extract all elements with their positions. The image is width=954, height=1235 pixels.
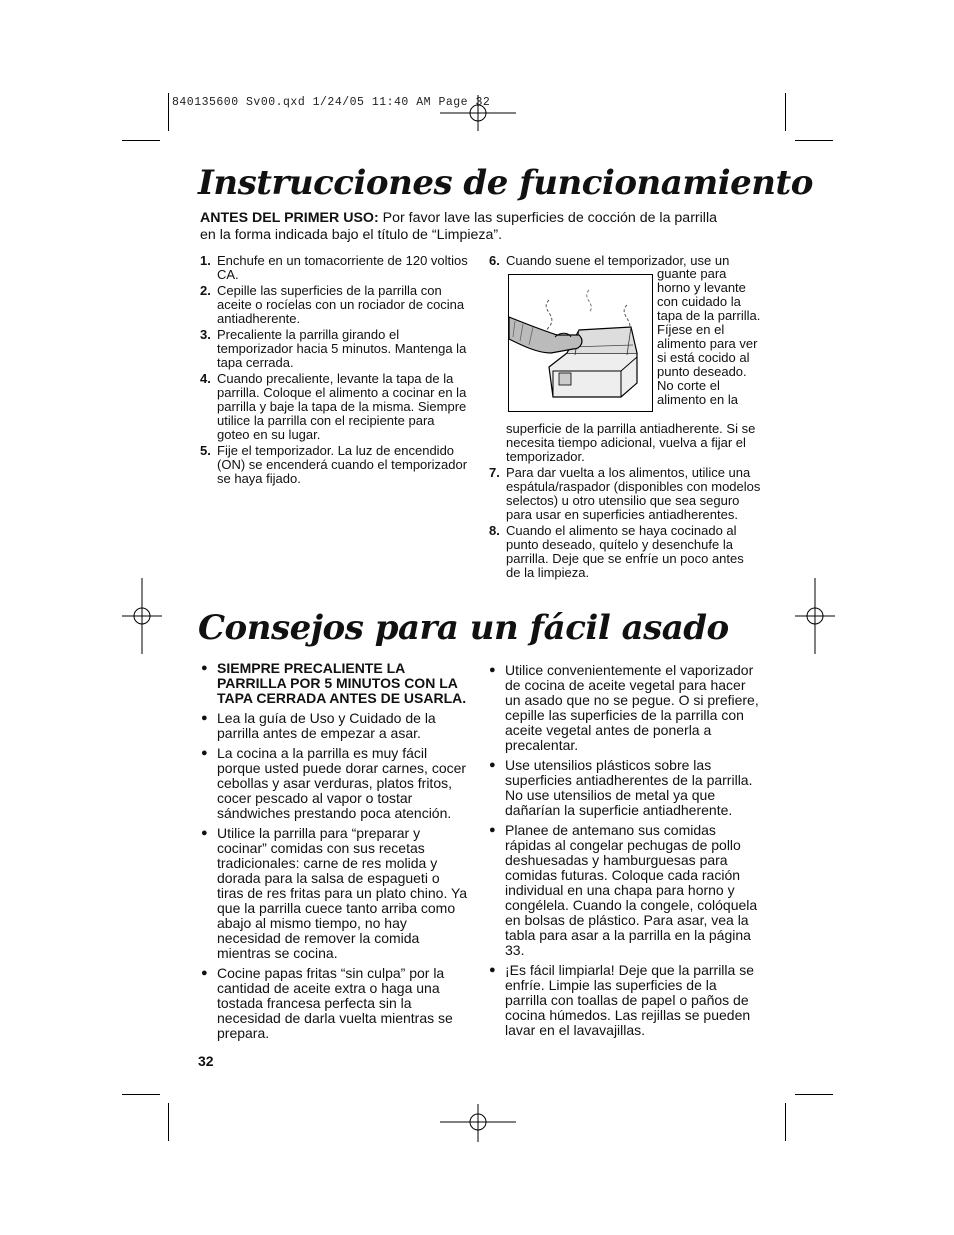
tip-item: [199, 661, 469, 706]
intro-label: ANTES DEL PRIMER USO:: [200, 210, 379, 226]
bullet-icon: ●: [201, 967, 208, 979]
intro-paragraph: [200, 210, 765, 244]
step-number: 1.: [200, 253, 211, 268]
step-number: 3.: [200, 327, 211, 342]
grill-illustration: [508, 274, 653, 412]
tip-text: Utilice convenientemente el vaporizador de cocina de aceite vegetal para hacer un asado que no se pegue. O si prefiere, cepille las superficies de la parrilla con aceite vegetal antes de ponerla a precalentar.: [505, 662, 759, 753]
tips-left-list: [199, 661, 469, 1046]
step-number: 4.: [200, 371, 211, 386]
tip-item: [199, 826, 469, 961]
step-number: 6.: [489, 253, 500, 268]
step-number: 5.: [200, 443, 211, 458]
step-text: Cepille las superficies de la parrilla con aceite o rocíelas con un rociador de cocina antiadherente.: [217, 283, 465, 326]
intro-text-1: Por favor lave las superficies de cocción de la parrilla: [378, 210, 717, 226]
step-item: [489, 524, 761, 580]
steps-left-list: [200, 254, 470, 488]
tip-text: Utilice la parrilla para “preparar y cocinar” comidas con sus recetas tradicionales: carne de res molida y dorada para la salsa de espagueti o tiras de res fritas para un plato chino. Ya que la parrilla cuece tanto arriba como abajo al mismo tiempo, no hay necesidad de remover la comida mientras se cocina.: [217, 825, 468, 961]
bullet-icon: ●: [489, 824, 496, 836]
step-text: Cuando el alimento se haya cocinado al punto deseado, quítelo y desenchufe la parrilla. Deje que se enfríe un poco antes de la limpieza.: [506, 523, 744, 580]
step-item: [200, 254, 470, 282]
registration-mark-bottom: [440, 1100, 516, 1142]
tip-item: [199, 746, 469, 821]
steps-right-list: [489, 466, 761, 582]
bullet-icon: ●: [201, 712, 208, 724]
tip-text: Lea la guía de Uso y Cuidado de la parrilla antes de empezar a asar.: [217, 710, 436, 741]
grill-mitt-icon: [509, 275, 651, 410]
bullet-icon: ●: [201, 662, 208, 674]
tip-item: [487, 823, 762, 958]
step-text: Fije el temporizador. La luz de encendido (ON) se encenderá cuando el temporizador se haya fijado.: [217, 443, 468, 486]
step-6-lead: Cuando suene el temporizador, use un: [506, 253, 730, 268]
bullet-icon: ●: [489, 664, 496, 676]
intro-text-2: en la forma indicada bajo el título de “Limpieza”.: [200, 227, 503, 243]
bullet-icon: ●: [489, 759, 496, 771]
tip-item: [487, 758, 762, 818]
step-item: [200, 328, 470, 370]
tip-text: SIEMPRE PRECALIENTE LA PARRILLA POR 5 MINUTOS CON LA TAPA CERRADA ANTES DE USARLA.: [217, 660, 467, 706]
page-number: 32: [198, 1053, 214, 1069]
step-text: Precaliente la parrilla girando el temporizador hacia 5 minutos. Mantenga la tapa cerrada.: [217, 327, 467, 370]
step-number: 7.: [489, 465, 500, 480]
step-number: 2.: [200, 283, 211, 298]
step-item: [200, 284, 470, 326]
bullet-icon: ●: [201, 747, 208, 759]
tip-text: Cocine papas fritas “sin culpa” por la cantidad de aceite extra o haga una tostada francesa perfecta sin la necesidad de darla vuelta mientras se prepara.: [217, 965, 453, 1041]
step-text: Enchufe en un tomacorriente de 120 voltios CA.: [217, 253, 468, 282]
step-6-wrap-text: guante para horno y levante con cuidado la tapa de la parrilla. Fíjese en el alimento para ver si está cocido al punto deseado. No corte el alimento en la: [657, 266, 761, 407]
step-text: Cuando precaliente, levante la tapa de la parrilla. Coloque el alimento a cocinar en la parrilla y baje la tapa de la misma. Siempre utilice la parrilla con el recipiente para goteo en su lugar.: [217, 371, 467, 442]
step-number: 8.: [489, 523, 500, 538]
step-6-tail-text: superficie de la parrilla antiadherente. Si se necesita tiempo adicional, vuelva a fijar el temporizador.: [506, 421, 756, 464]
step-item: [489, 466, 761, 522]
section-title-consejos: Consejos para un fácil asado: [198, 608, 729, 648]
tip-text: ¡Es fácil limpiarla! Deje que la parrilla se enfríe. Limpie las superficies de la parrilla con toallas de papel o paños de cocina húmedos. Las rejillas se pueden lavar en el lavavajillas.: [505, 962, 754, 1038]
tips-right-list: [487, 663, 762, 1043]
tip-text: Planee de antemano sus comidas rápidas al congelar pechugas de pollo deshuesadas y hamburguesas para comidas futuras. Coloque cada ración individual en una chapa para horno y congélela. Cuando la congele, colóquela en bolsas de plástico. Para asar, vea la tabla para asar a la parrilla en la página 33.: [505, 822, 758, 958]
section-title-instrucciones: Instrucciones de funcionamiento: [198, 163, 813, 203]
registration-mark-right: [795, 578, 835, 654]
registration-mark-left: [122, 578, 162, 654]
step-item: [200, 372, 470, 442]
tip-text: Use utensilios plásticos sobre las superficies antiadherentes de la parrilla. No use utensilios de metal ya que dañarían la superficie antiadherente.: [505, 757, 753, 818]
step-text: Para dar vuelta a los alimentos, utilice una espátula/raspador (disponibles con modelos selectos) u otro utensilio que sea seguro para usar en superficies antiadherentes.: [506, 465, 761, 522]
bullet-icon: ●: [201, 827, 208, 839]
bullet-icon: ●: [489, 964, 496, 976]
tip-item: [487, 963, 762, 1038]
tip-item: [199, 966, 469, 1041]
step-6-tail: [506, 422, 761, 464]
tip-text: La cocina a la parrilla es muy fácil porque usted puede dorar carnes, cocer cebollas y asar verduras, platos fritos, cocer pescado al vapor o tostar sándwiches prestando poca atención.: [217, 745, 467, 821]
tip-item: [199, 711, 469, 741]
tip-item: [487, 663, 762, 753]
step-item: [200, 444, 470, 486]
print-slug: 840135600 Sv00.qxd 1/24/05 11:40 AM Page 32: [172, 96, 491, 109]
